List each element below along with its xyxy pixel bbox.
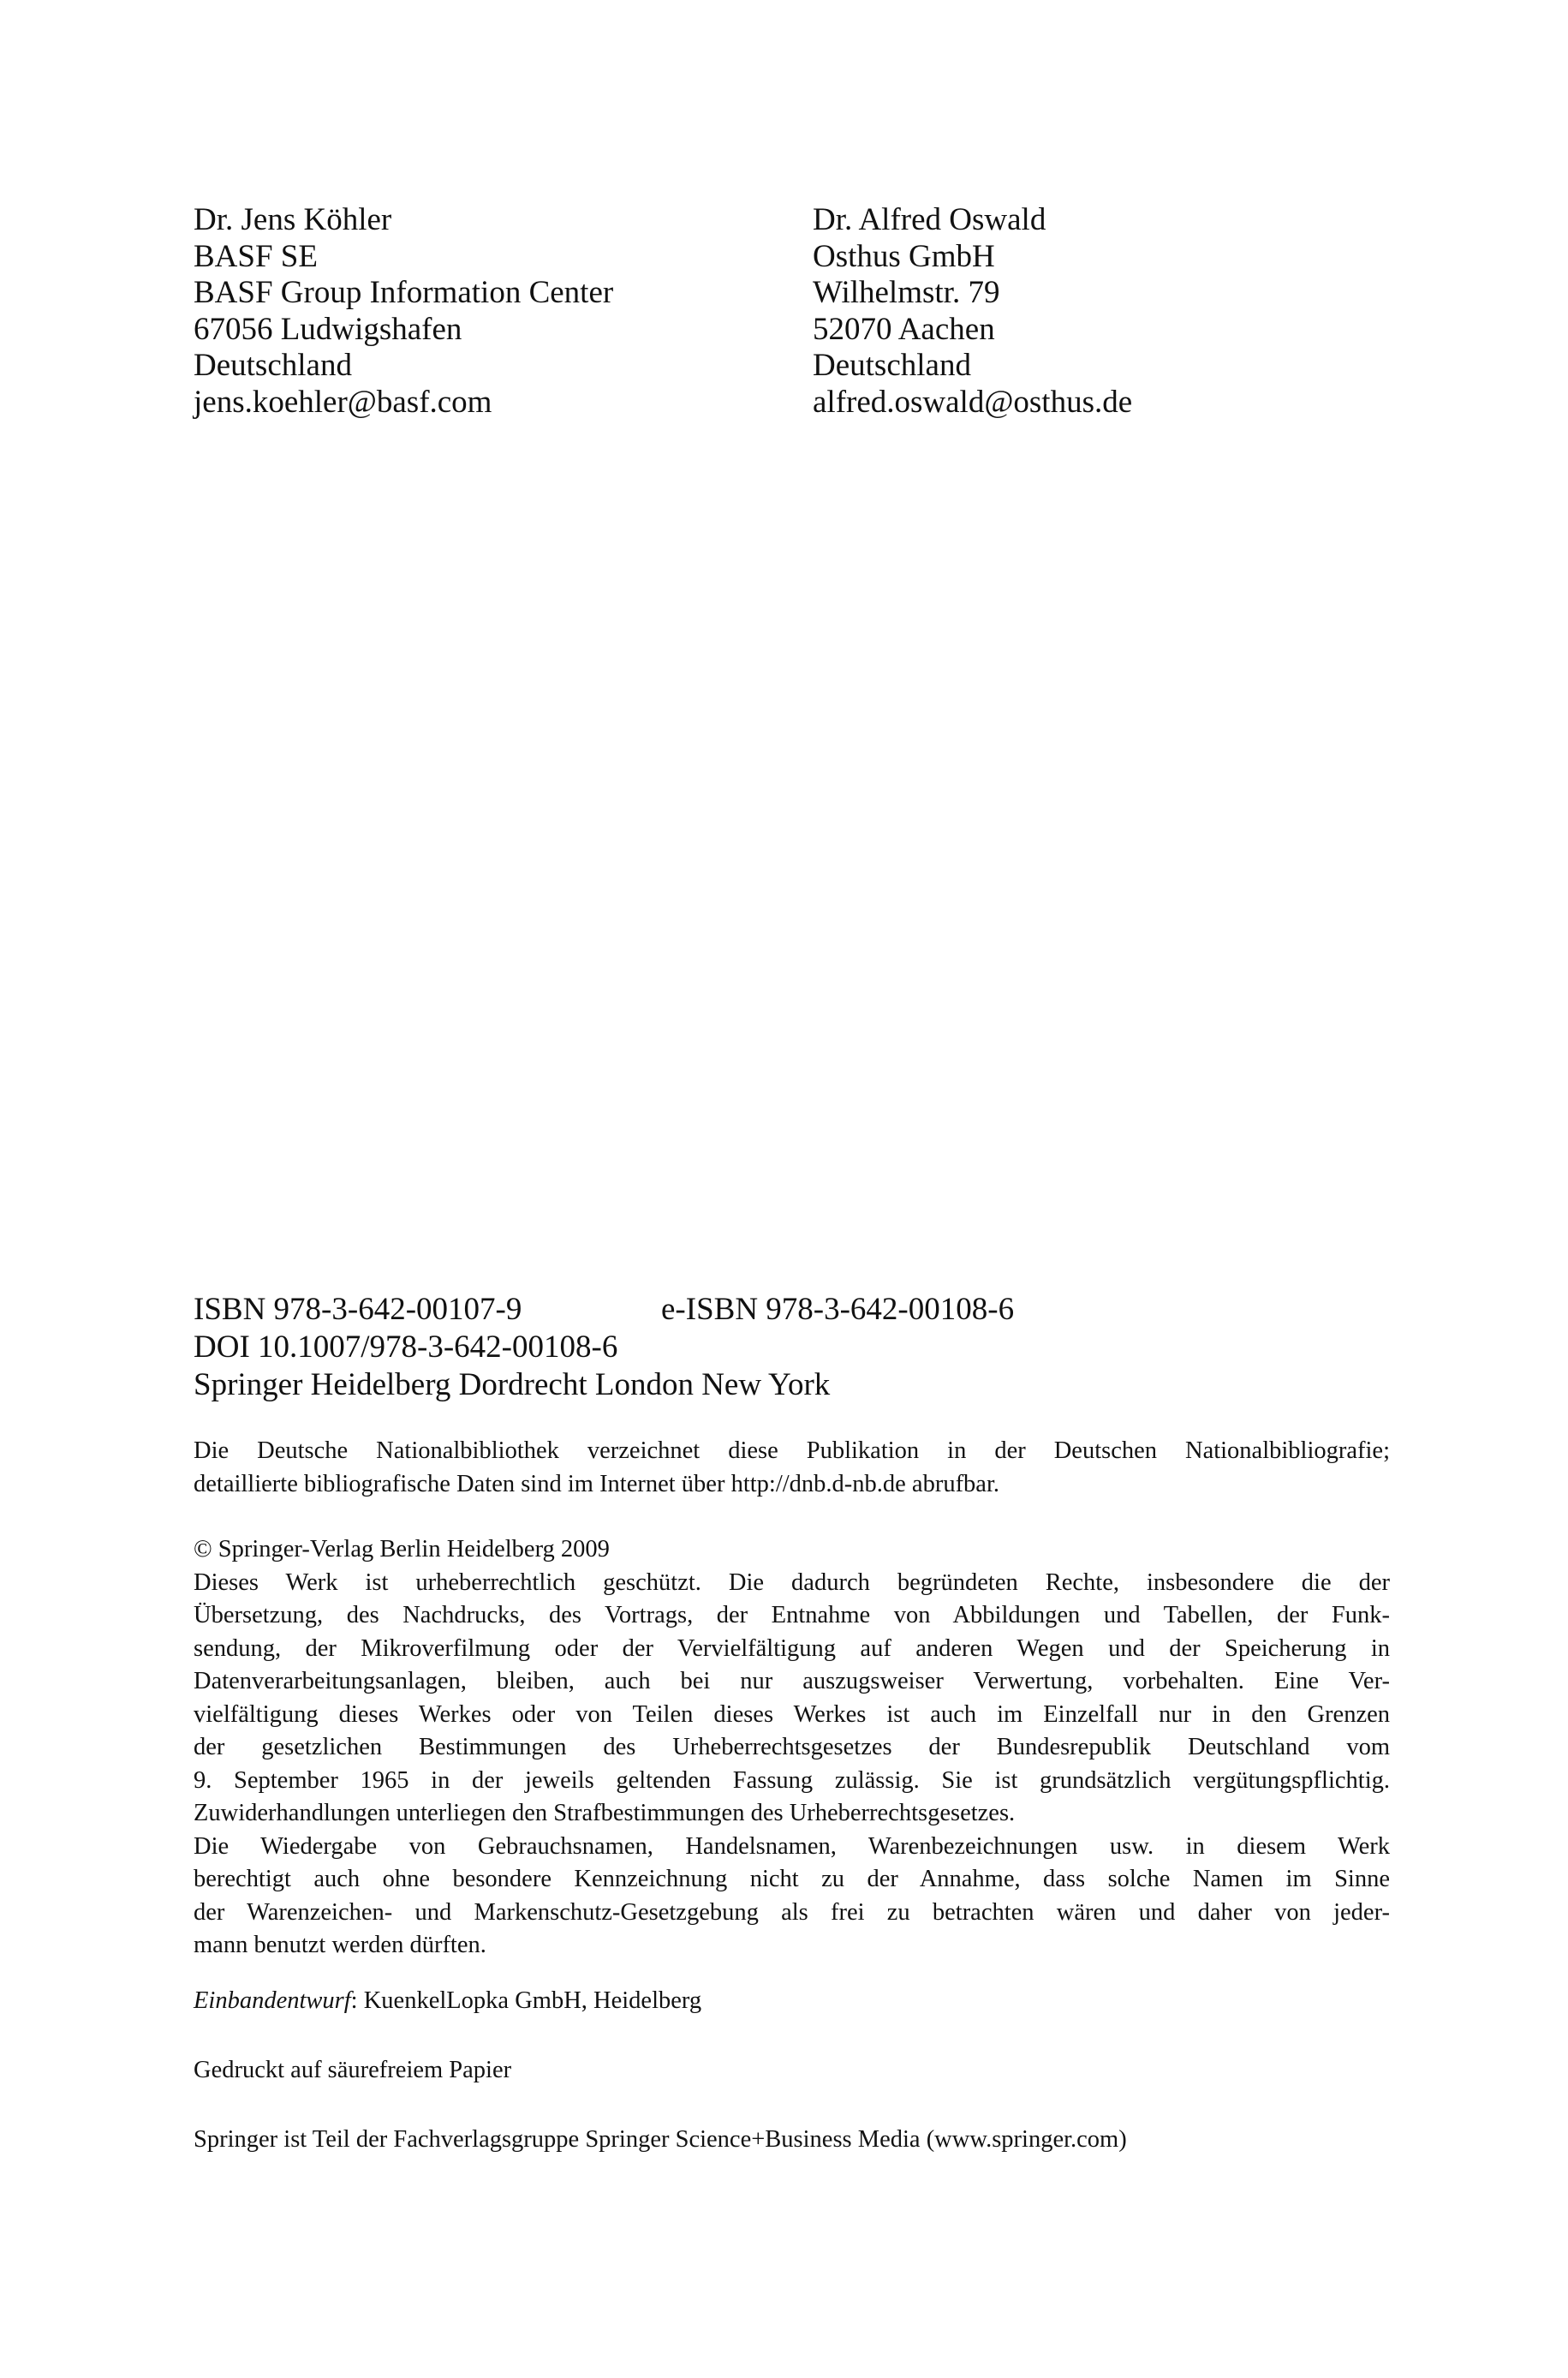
springer-group-note [194, 2124, 1390, 2157]
copyright-text-line: vielfältigung dieses Werkes oder von Teilen dieses Werkes ist auch im Einzelfall nur in den Grenzen [194, 1700, 1390, 1728]
copyright-text-line: der gesetzlichen Bestimmungen des Urheberrechtsgesetzes der Bundesrepublik Deutschland vom [194, 1734, 1390, 1760]
copyright-text-line: Übersetzung, des Nachdrucks, des Vortrags, der Entnahme von Abbildungen und Tabellen, der Funk- [194, 1602, 1390, 1628]
author-email: alfred.oswald@osthus.de [813, 384, 1133, 420]
copyright-text-line: Zuwiderhandlungen unterliegen den Strafbestimmungen des Urheberrechtsgesetzes. [194, 1800, 1016, 1826]
doi: DOI 10.1007/978-3-642-00108-6 [194, 1329, 618, 1365]
copyright-line: © Springer-Verlag Berlin Heidelberg 2009 [194, 1536, 610, 1562]
cover-design-credit [194, 1985, 1390, 2018]
copyright-text-line: sendung, der Mikroverfilmung oder der Vervielfältigung auf anderen Wegen und der Speicherung in [194, 1634, 1390, 1662]
copyright-text-line: Dieses Werk ist urheberrechtlich geschützt. Die dadurch begründeten Rechte, insbesondere die der [194, 1568, 1390, 1596]
copyright-text-line: berechtigt auch ohne besondere Kennzeichnung nicht zu der Annahme, dass solche Namen im Sinne [194, 1866, 1390, 1892]
author-city: 52070 Aachen [813, 311, 995, 347]
springer-group-text: Springer ist Teil der Fachverlagsgruppe Springer Science+Business Media (www.springer.com) [194, 2126, 1127, 2153]
author-country: Deutschland [813, 348, 971, 383]
paper-note-text: Gedruckt auf säurefreiem Papier [194, 2057, 512, 2083]
cip-line: Die Deutsche Nationalbibliothek verzeichnet diese Publikation in der Deutschen Nationalbibliografie; [194, 1437, 1390, 1464]
paper-note [194, 2054, 1390, 2088]
cover-value: : KuenkelLopka GmbH, Heidelberg [350, 1987, 702, 2014]
cip-notice [194, 1435, 1390, 1501]
author-email: jens.koehler@basf.com [194, 384, 492, 420]
author-address-oswald [813, 202, 1132, 421]
copyright-notice [194, 1533, 1390, 1963]
isbn: ISBN 978-3-642-00107-9 [194, 1292, 522, 1327]
cover-label: Einbandentwurf [194, 1987, 351, 2014]
isbn-line [194, 1291, 1015, 1329]
e-isbn: e-ISBN 978-3-642-00108-6 [661, 1292, 1015, 1327]
author-organization: BASF SE [194, 238, 318, 274]
cip-line: detaillierte bibliografische Daten sind im Internet über http://dnb.d-nb.de abrufbar. [194, 1470, 1000, 1497]
author-city: 67056 Ludwigshafen [194, 311, 462, 347]
author-street: Wilhelmstr. 79 [813, 275, 1000, 310]
author-department: BASF Group Information Center [194, 275, 614, 310]
publisher-places: Springer Heidelberg Dordrecht London New York [194, 1367, 831, 1402]
copyright-text-line: Datenverarbeitungsanlagen, bleiben, auch bei nur auszugsweiser Verwertung, vorbehalten. Eine Ver- [194, 1668, 1390, 1694]
author-country: Deutschland [194, 348, 352, 383]
author-organization: Osthus GmbH [813, 238, 995, 274]
copyright-text-line: Die Wiedergabe von Gebrauchsnamen, Handelsnamen, Warenbezeichnungen usw. in diesem Werk [194, 1832, 1390, 1860]
copyright-text-line: der Warenzeichen- und Markenschutz-Gesetzgebung als frei zu betrachten wären und daher von jeder- [194, 1898, 1390, 1926]
isbn-block [194, 1291, 1015, 1404]
author-address-koehler [194, 202, 613, 421]
author-name: Dr. Jens Köhler [194, 202, 392, 237]
copyright-text-line: 9. September 1965 in der jeweils geltenden Fassung zulässig. Sie ist grundsätzlich vergütungspflichtig. [194, 1766, 1390, 1794]
copyright-text-line: mann benutzt werden dürften. [194, 1932, 486, 1958]
author-name: Dr. Alfred Oswald [813, 202, 1046, 237]
